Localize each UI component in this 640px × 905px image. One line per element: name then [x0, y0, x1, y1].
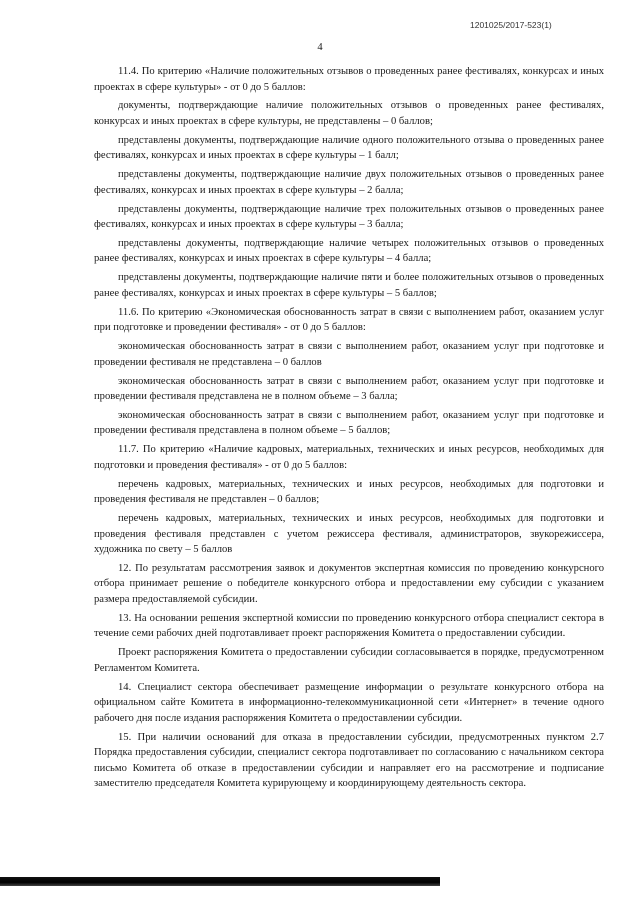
document-body [94, 64, 604, 795]
score-item: представлены документы, подтверждающие наличие трех положительных отзывов о проведенных ранее фестивалях, конкурсах и иных проектах в сфере культуры – 3 балла; [94, 203, 604, 231]
document-id: 1201025/2017-523(1) [470, 20, 552, 30]
page-number: 4 [317, 42, 323, 53]
score-item: перечень кадровых, материальных, технических и иных ресурсов, необходимых для подготовки и проведения фестиваля не представлен – 0 баллов; [94, 478, 604, 506]
score-item: документы, подтверждающие наличие положительных отзывов о проведенных ранее фестивалях, конкурсах и иных проектах в сфере культуры, не представлены – 0 баллов; [94, 100, 604, 127]
paragraph-15: 15. При наличии оснований для отказа в предоставлении субсидии, предусмотренных пунктом 2.7 Порядка предоставления субсидии, специалист сектора подготавливает по согласованию с начальником сектора письмо Комитета об отказе в предоставлении субсидии и направляет его на рассмотрение и подписание заместителю председателя Комитета курирующему и координирующему деятельность сектора. [94, 731, 604, 790]
paragraph-13-note: Проект распоряжения Комитета о предоставлении субсидии согласовывается в порядке, предусмотренном Регламентом Комитета. [94, 647, 604, 674]
score-item: экономическая обоснованность затрат в связи с выполнением работ, оказанием услуг при подготовке и проведении фестиваля не представлена – 0 баллов [94, 341, 604, 368]
score-item: экономическая обоснованность затрат в связи с выполнением работ, оказанием услуг при подготовке и проведении фестиваля представлена в полном объеме – 5 баллов; [94, 409, 604, 437]
score-item: представлены документы, подтверждающие наличие четырех положительных отзывов о проведенных ранее фестивалях, конкурсах и иных проектах в сфере культуры – 4 балла; [94, 237, 604, 265]
paragraph-12: 12. По результатам рассмотрения заявок и документов экспертная комиссия по проведению конкурсного отбора принимает решение о победителе конкурсного отбора и предоставлении ему субсидии с указанием размера предоставляемой субсидии. [94, 562, 604, 605]
paragraph-14: 14. Специалист сектора обеспечивает размещение информации о результате конкурсного отбора на официальном сайте Комитета в информационно-телекоммуникационной сети «Интернет» в течение одного рабочего дня после издания распоряжения Комитета о предоставлении субсидии. [94, 681, 604, 724]
score-item: представлены документы, подтверждающие наличие пяти и более положительных отзывов о проведенных ранее фестивалях, конкурсах и иных проектах в сфере культуры – 5 баллов; [94, 272, 604, 299]
scan-edge-bar [0, 877, 440, 886]
paragraph-11-4: 11.4. По критерию «Наличие положительных отзывов о проведенных ранее фестивалях, конкурсах и иных проектах в сфере культуры» - от 0 до 5 баллов: [94, 66, 604, 93]
score-item: экономическая обоснованность затрат в связи с выполнением работ, оказанием услуг при подготовке и проведении фестиваля представлена не в полном объеме – 3 балла; [94, 375, 604, 403]
score-item: перечень кадровых, материальных, технических и иных ресурсов, необходимых для подготовки и проведения фестиваля представлен с учетом режиссера фестиваля, администраторов, звукорежиссера, художника по свету – 5 баллов [94, 513, 604, 556]
score-item: представлены документы, подтверждающие наличие одного положительного отзыва о проведенных ранее фестивалях, конкурсах и иных проектах в сфере культуры – 1 балл; [94, 134, 604, 162]
paragraph-11-7: 11.7. По критерию «Наличие кадровых, материальных, технических и иных ресурсов, необходимых для подготовки и проведения фестиваля» - от 0 до 5 баллов: [94, 444, 604, 471]
paragraph-11-6: 11.6. По критерию «Экономическая обоснованность затрат в связи с выполнением работ, оказанием услуг при подготовке и проведении фестиваля» - от 0 до 5 баллов: [94, 306, 604, 334]
score-item: представлены документы, подтверждающие наличие двух положительных отзывов о проведенных ранее фестивалях, конкурсах и иных проектах в сфере культуры – 2 балла; [94, 169, 604, 196]
paragraph-13: 13. На основании решения экспертной комиссии по проведению конкурсного отбора специалист сектора в течение семи рабочих дней подготавливает проект распоряжения Комитета о предоставлении субсидии. [94, 612, 604, 640]
